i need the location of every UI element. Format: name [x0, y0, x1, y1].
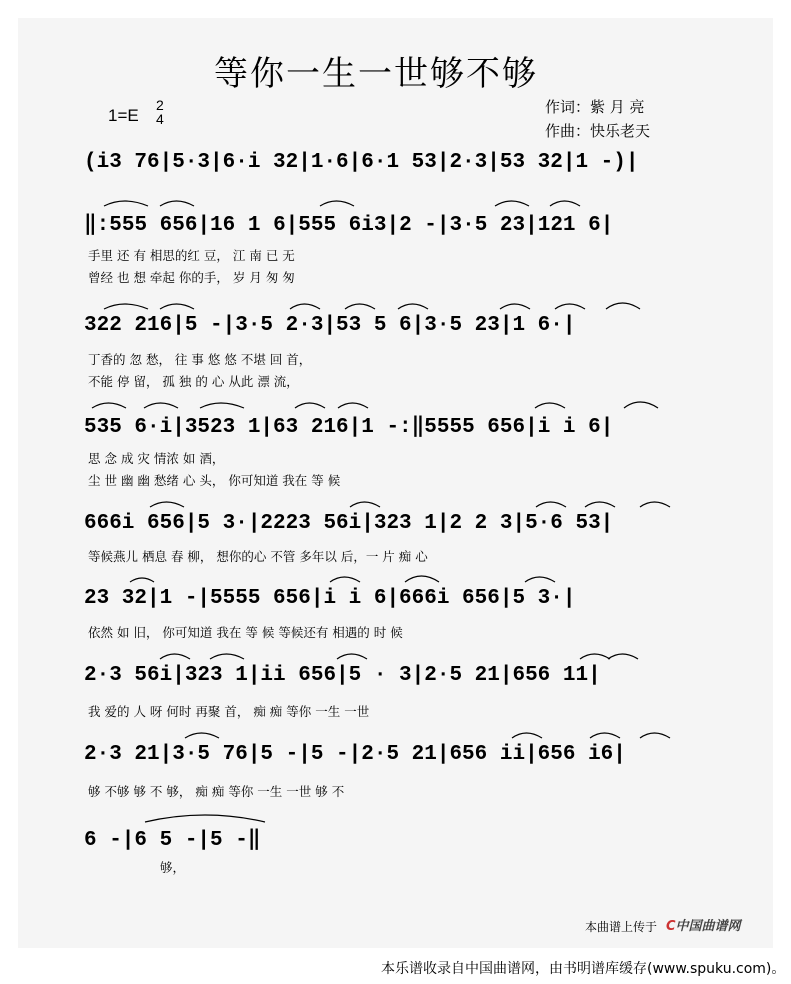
- slur: [320, 201, 354, 206]
- time-numerator: 2: [156, 97, 164, 113]
- lyric-line-7: 我 爱的 人 呀 何时 再聚 首， 痴 痴 等你 一生 一世: [88, 704, 370, 719]
- slur: [345, 304, 375, 309]
- slur: [606, 303, 640, 309]
- slur: [550, 201, 580, 206]
- notation-line-6: 23 32|1 -|5555 656|i i 6|666i 656|5 3·|: [84, 587, 576, 610]
- composer-credit: 作曲：快乐老天: [545, 122, 651, 140]
- slur: [585, 502, 615, 507]
- key-text: 1=E: [108, 106, 139, 125]
- slur: [608, 654, 638, 659]
- lyric-line-4a: 思 念 成 灾 情浓 如 酒，: [88, 451, 225, 466]
- slur: [130, 578, 154, 582]
- logo-mark-icon: C: [666, 919, 676, 934]
- slur: [398, 304, 428, 309]
- slur: [536, 502, 566, 507]
- slur: [512, 733, 542, 738]
- notation-line-9: 6 -|6 5 -|5 -‖: [84, 829, 261, 852]
- slur: [640, 733, 670, 738]
- lyricist-credit: 作词：紫 月 亮: [545, 98, 645, 116]
- lyric-line-4b: 尘 世 幽 幽 愁绪 心 头， 你可知道 我在 等 候: [88, 473, 341, 488]
- lyric-line-2a: 手里 还 有 相思的红 豆， 江 南 已 无: [88, 248, 295, 263]
- slur: [92, 403, 126, 408]
- slur: [555, 304, 585, 309]
- lyric-line-8: 够 不够 够 不 够， 痴 痴 等你 一生 一世 够 不: [88, 784, 345, 799]
- slur: [338, 403, 368, 408]
- slur: [337, 654, 367, 659]
- slur: [145, 815, 265, 822]
- slur: [500, 304, 530, 309]
- upload-note: 本曲谱上传于: [585, 920, 658, 934]
- notation-line-5: 666i 656|5 3·|2223 56i|323 1|2 2 3|5·6 53|: [84, 512, 614, 535]
- logo-text: 中国曲谱网: [675, 919, 741, 934]
- slur: [624, 402, 658, 408]
- slur: [640, 502, 670, 507]
- slur: [200, 403, 244, 408]
- lyric-line-6: 依然 如 旧， 你可知道 我在 等 候 等候还有 相遇的 时 候: [88, 625, 403, 640]
- slur: [104, 304, 148, 309]
- slur: [330, 577, 360, 582]
- lyric-line-3a: 丁香的 忽 愁， 往 事 悠 悠 不堪 回 首，: [88, 352, 312, 367]
- slur: [290, 304, 320, 309]
- notation-line-8: 2·3 21|3·5 76|5 -|5 -|2·5 21|656 ii|656 i6|: [84, 743, 626, 766]
- slur: [144, 403, 178, 408]
- notation-line-1: (i3 76|5·3|6·i 32|1·6|6·1 53|2·3|53 32|1 -)|: [84, 151, 639, 174]
- slur: [160, 201, 194, 206]
- slur: [160, 304, 194, 309]
- site-logo: [666, 915, 741, 934]
- slur: [590, 733, 620, 738]
- slur: [150, 502, 184, 507]
- slur: [535, 403, 565, 408]
- slur: [580, 654, 610, 659]
- slur: [495, 201, 529, 206]
- slur: [405, 576, 439, 582]
- slur: [160, 654, 190, 659]
- source-note: 本乐谱收录自中国曲谱网，由书明谱库缓存(www.spuku.com)。: [381, 961, 786, 977]
- slur: [210, 654, 244, 659]
- notation-line-3: 322 216|5 -|3·5 2·3|53 5 6|3·5 23|1 6·|: [84, 314, 576, 337]
- time-denominator: 4: [156, 111, 164, 127]
- slur: [185, 733, 219, 738]
- lyric-line-2b: 曾经 也 想 牵起 你的手， 岁 月 匆 匆: [88, 270, 295, 285]
- slur: [295, 403, 325, 408]
- lyric-line-5: 等候燕儿 栖息 春 柳， 想你的心 不管 多年以 后，一 片 痴 心: [88, 549, 428, 564]
- notation-line-4: 535 6·i|3523 1|63 216|1 -:‖5555 656|i i 6|: [84, 416, 614, 439]
- notation-line-7: 2·3 56i|323 1|ii 656|5 · 3|2·5 21|656 11|: [84, 664, 601, 687]
- lyric-line-3b: 不能 停 留， 孤 独 的 心 从此 漂 流，: [88, 374, 299, 389]
- song-title: 等你一生一世够不够: [214, 54, 538, 94]
- slur: [104, 201, 148, 206]
- slur: [525, 577, 555, 582]
- slur: [350, 502, 380, 507]
- notation-line-2: ‖:555 656|16 1 6|555 6i3|2 -|3·5 23|121 6|: [84, 214, 614, 237]
- lyric-line-9: 够，: [160, 860, 186, 875]
